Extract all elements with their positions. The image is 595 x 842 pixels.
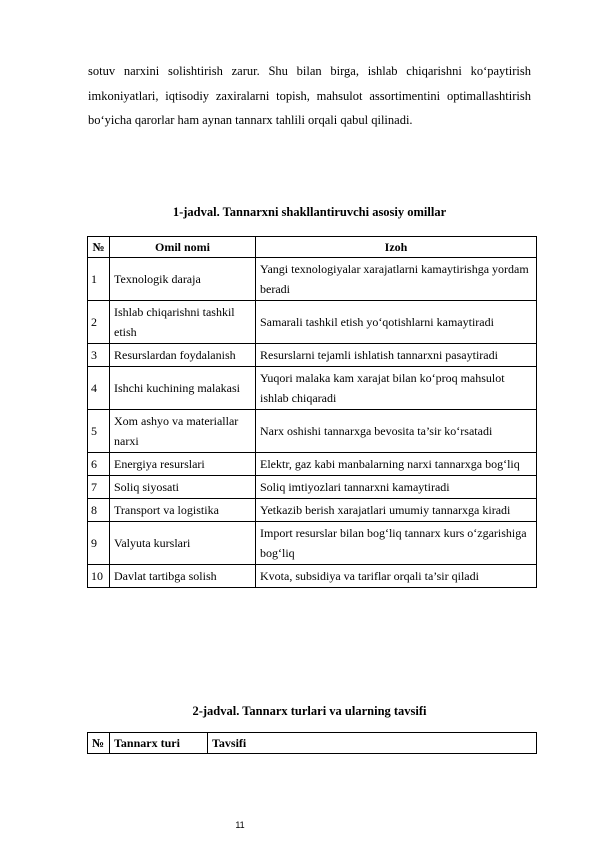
header-number: №	[88, 237, 110, 258]
header-cost-type: Tannarx turi	[110, 733, 208, 754]
factor-note: Yetkazib berish xarajatlari umumiy tannarxga kiradi	[256, 499, 537, 522]
factor-note: Yuqori malaka kam xarajat bilan ko‘proq mahsulot ishlab chiqaradi	[256, 367, 537, 410]
table2-caption: 2-jadval. Tannarx turlari va ularning tavsifi	[192, 704, 427, 718]
table-row	[88, 522, 537, 565]
factor-name: Texnologik daraja	[110, 258, 256, 301]
table-row	[88, 301, 537, 344]
factor-note: Resurslarni tejamli ishlatish tannarxni pasaytiradi	[256, 344, 537, 367]
table-row	[88, 565, 537, 588]
table-row	[88, 344, 537, 367]
factor-note: Samarali tashkil etish yo‘qotishlarni kamaytiradi	[256, 301, 537, 344]
factor-name: Davlat tartibga solish	[110, 565, 256, 588]
factor-name: Xom ashyo va materiallar narxi	[110, 410, 256, 453]
row-number: 1	[88, 258, 110, 301]
table-row	[88, 258, 537, 301]
row-number: 10	[88, 565, 110, 588]
factor-note: Soliq imtiyozlari tannarxni kamaytiradi	[256, 476, 537, 499]
cost-types-table	[87, 732, 537, 754]
factor-note: Yangi texnologiyalar xarajatlarni kamaytirishga yordam beradi	[256, 258, 537, 301]
table-row	[88, 476, 537, 499]
factor-name: Soliq siyosati	[110, 476, 256, 499]
factor-name: Ishchi kuchining malakasi	[110, 367, 256, 410]
row-number: 2	[88, 301, 110, 344]
table-header-row	[88, 733, 537, 754]
table-row	[88, 367, 537, 410]
row-number: 3	[88, 344, 110, 367]
table-header-row	[88, 237, 537, 258]
row-number: 9	[88, 522, 110, 565]
header-number: №	[88, 733, 110, 754]
factor-name: Ishlab chiqarishni tashkil etish	[110, 301, 256, 344]
factor-note: Narx oshishi tannarxga bevosita ta’sir ko‘rsatadi	[256, 410, 537, 453]
header-note: Izoh	[256, 237, 537, 258]
factor-name: Valyuta kurslari	[110, 522, 256, 565]
table-row	[88, 453, 537, 476]
table1-caption: 1-jadval. Tannarxni shakllantiruvchi asosiy omillar	[172, 205, 447, 219]
row-number: 4	[88, 367, 110, 410]
header-factor-name: Omil nomi	[110, 237, 256, 258]
factor-name: Resurslardan foydalanish	[110, 344, 256, 367]
factor-note: Elektr, gaz kabi manbalarning narxi tannarxga bog‘liq	[256, 453, 537, 476]
factor-name: Energiya resurslari	[110, 453, 256, 476]
row-number: 6	[88, 453, 110, 476]
row-number: 5	[88, 410, 110, 453]
header-description: Tavsifi	[208, 733, 537, 754]
table-row	[88, 499, 537, 522]
page-number: 11	[235, 820, 245, 830]
row-number: 8	[88, 499, 110, 522]
factor-name: Transport va logistika	[110, 499, 256, 522]
factor-note: Import resurslar bilan bog‘liq tannarx kurs o‘zgarishiga bog‘liq	[256, 522, 537, 565]
table-row	[88, 410, 537, 453]
factors-table	[87, 236, 537, 588]
row-number: 7	[88, 476, 110, 499]
factor-note: Kvota, subsidiya va tariflar orqali ta’sir qiladi	[256, 565, 537, 588]
body-paragraph: sotuv narxini solishtirish zarur. Shu bilan birga, ishlab chiqarishni ko‘paytirish imkoniyatlari, iqtisodiy zaxiralarni topish, mahsulot assortimentini optimallashtirish bo‘yicha qarorlar ham aynan tannarx tahlili orqali qabul qilinadi.	[88, 64, 531, 127]
